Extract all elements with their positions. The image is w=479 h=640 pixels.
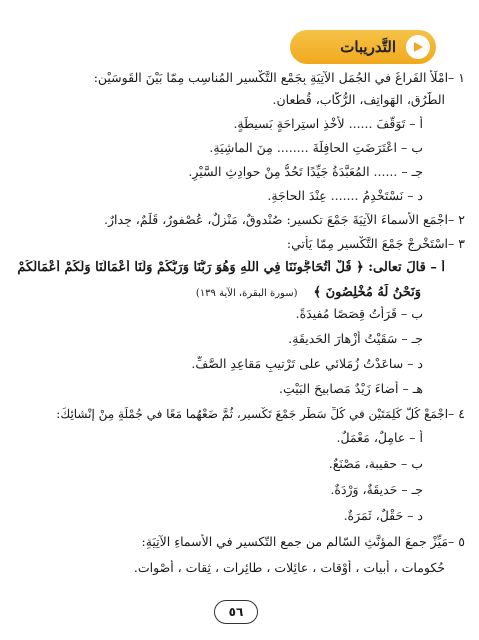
item-text: نَسْتَخْدِمُ ....... عِنْدَ الحاجَةِ.: [267, 188, 404, 203]
options-line: الطُّرُق، الهَواتِف، الرُّكّاب، قُطعان.: [272, 92, 445, 107]
question-number: ٥ –: [448, 534, 465, 549]
section-header: [290, 30, 436, 64]
list-item: [12, 430, 465, 456]
list-item: [12, 140, 465, 164]
item-text: اعْتَرَضَتِ الحافِلَةَ ........ مِنَ الماشِيَةِ.: [209, 140, 398, 155]
question-text: مَيِّزْ جمعَ المؤنَّثِ السّالمِ من جمعِ التّكسيرِ في الأسماءِ الآتِيَةِ:: [141, 534, 449, 549]
item-label: د –: [407, 356, 423, 371]
item-label: جـ –: [401, 164, 423, 179]
exercise-content: [12, 70, 465, 584]
item-text: عامِلٌ، مَعْمَلٌ.: [336, 430, 406, 445]
item-text: تَوَقَّفَ ...... لأَخْذِ استِراحَةٍ بَسيطَةٍ.: [233, 116, 406, 131]
item-text: حقيبة، مَصْنَعٌ.: [328, 456, 398, 471]
item-text: ساعَدْتُ زُمَلائي على تَرْتيبِ مَقاعِدِ الصَّفِّ.: [191, 356, 404, 371]
item-text: سَقَيْتُ أَزْهارَ الحَديقَةِ.: [288, 331, 398, 346]
list-item: [12, 164, 465, 188]
list-item: [12, 381, 465, 406]
item-label: جـ –: [401, 482, 423, 497]
play-icon: [406, 35, 430, 59]
list-item: [12, 331, 465, 356]
list-item: [12, 188, 465, 212]
item-text: قَرَأْتُ قِصَصًا مُفيدَةً.: [295, 306, 398, 321]
question-text: اجْمَعِ الأسماءَ الآتِيَةَ جَمْعَ تكسيرٍ: صُنْدوقٌ، مَنْزِلٌ، عُصْفورٌ، قَلَمٌ، جِدارٌ.: [104, 212, 449, 227]
quran-verse-line-2: [12, 284, 465, 306]
item-label: ب –: [401, 456, 423, 471]
quran-source: (سورة البقرة، الآية ١٣٩): [195, 288, 298, 299]
item-label: جـ –: [401, 331, 423, 346]
quran-verse-text: وَنَحْنُ لَهُ مُخْلِصُونَ ﴾: [313, 285, 421, 300]
list-item: [12, 482, 465, 508]
list-item: [12, 116, 465, 140]
page-number: ٥٦: [214, 600, 258, 624]
question-3: [12, 236, 465, 260]
item-label: هـ –: [402, 381, 423, 396]
item-label: أ –: [430, 260, 445, 275]
question-text: اجْمَعْ كُلَّ كَلِمَتَيْنِ في كُلِّ سَطْرٍ جَمْعَ تَكْسيرٍ، ثُمَّ ضَعْهُما مَعًا في جُمْلَةٍ مِنْ إنْشائِكَ:: [56, 407, 449, 421]
question-number: ٣ –: [448, 236, 465, 251]
words-line: حُكومات ، أبيات ، أَوْقات ، عائِلات ، طائِرات ، ثِقات ، أَصْوات.: [133, 560, 445, 575]
item-text: ...... المُعَبَّدَةُ جَيِّدًا تَحُدُّ مِنْ حوادِثِ السَّيْرِ.: [188, 164, 398, 179]
item-label: ب –: [401, 306, 423, 321]
item-label: أ –: [409, 116, 423, 131]
quran-verse-line: [12, 260, 465, 284]
question-1: [12, 70, 465, 92]
item-label: د –: [407, 508, 423, 523]
item-label: ب –: [401, 140, 423, 155]
question-text: امْلَأ الفَراغَ في الجُمَلِ الآتِيَةِ بِجَمْعِ التَّكْسيرِ المُناسِبِ مِمّا بَيْنَ القَوسَيْنِ:: [93, 70, 449, 85]
question-text: اسْتَخْرِجْ جَمْعَ التَّكْسيرِ مِمّا يَأْتي:: [286, 236, 449, 251]
list-item: [12, 508, 465, 534]
item-label: أ –: [409, 430, 423, 445]
question-number: ٤ –: [448, 406, 465, 421]
question-5: [12, 534, 465, 560]
list-item: [12, 306, 465, 331]
item-text: أَضاءَ زَيْدٌ مَصابيحَ البَيْتِ.: [279, 381, 399, 396]
list-item: [12, 356, 465, 381]
section-title: التَّدريبات: [340, 38, 396, 56]
list-item: [12, 456, 465, 482]
item-text: حَديقَةٌ، وَرْدَةٌ.: [330, 482, 398, 497]
question-4: [12, 406, 465, 430]
question-number: ٢ –: [448, 212, 465, 227]
item-label: د –: [407, 188, 423, 203]
question-number: ١ –: [448, 70, 465, 85]
item-text: حَقْلٌ، ثَمَرَةٌ.: [343, 508, 404, 523]
question-2: [12, 212, 465, 236]
quran-verse-text: قالَ تعالى: ﴿ قُلْ أَتُحَاجُّونَنَا فِي اللَّهِ وَهُوَ رَبُّنَا وَرَبُّكُمْ وَلَنَا أَعْمَالُنَا وَلَكُمْ أَعْمَالُكُمْ: [17, 260, 426, 275]
